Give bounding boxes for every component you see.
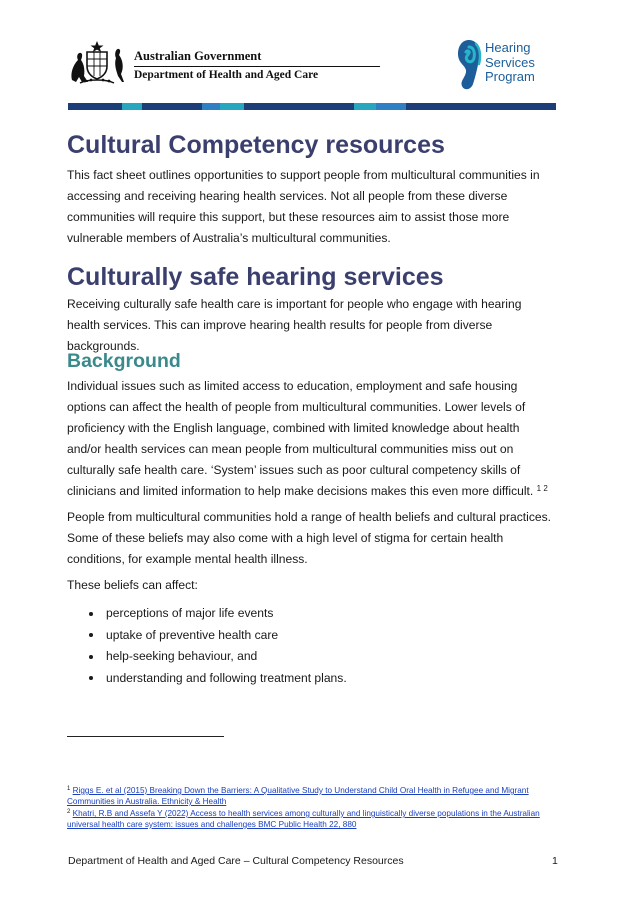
color-bar-segment <box>354 103 376 110</box>
section-heading: Culturally safe hearing services <box>67 263 444 291</box>
government-name: Australian Government <box>134 49 262 63</box>
footnote-link[interactable]: Khatri, R.B and Assefa Y (2022) Access to health services among culturally and linguistically diverse populations in the Australian universal health care system: issues and challenges BMC Public Health 22, 880 <box>67 809 540 829</box>
list-item: understanding and following treatment plans. <box>67 668 557 690</box>
color-bar-segment <box>406 103 556 110</box>
coat-of-arms-icon <box>66 40 128 84</box>
logo-divider <box>134 66 380 67</box>
color-bar-segment <box>244 103 354 110</box>
footnote-number: 1 <box>67 786 71 792</box>
page-title: Cultural Competency resources <box>67 131 445 159</box>
ear-logo-icon <box>456 38 482 92</box>
list-item: uptake of preventive health care <box>67 625 557 647</box>
intro-paragraph: This fact sheet outlines opportunities to support people from multicultural communities in accessing and receiving hearing health services. Not all people from these diverse communities will require this support, but these resources aim to assist those more vulnerable members of Australia’s multicultural communities. <box>67 168 540 245</box>
program-name <box>485 41 565 85</box>
program-name-line: Program <box>485 69 535 84</box>
hearing-services-program-logo <box>456 38 566 92</box>
footnote <box>67 785 557 807</box>
background-paragraph <box>67 376 557 502</box>
color-bar-segment <box>68 103 122 110</box>
background-heading: Background <box>67 350 181 372</box>
color-bar-segment <box>142 103 202 110</box>
footnote-divider <box>67 736 224 737</box>
page-footer-title: Department of Health and Aged Care – Cultural Competency Resources <box>68 855 404 867</box>
list-item: help-seeking behaviour, and <box>67 646 557 668</box>
header-color-bar <box>68 103 556 110</box>
page-number: 1 <box>552 855 558 867</box>
beliefs-paragraph: People from multicultural communities hold a range of health beliefs and cultural practices. Some of these beliefs may also come with a high level of stigma for certain health conditions, for example mental health illness. <box>67 510 551 566</box>
beliefs-list <box>67 603 557 689</box>
footnote-reference[interactable]: 1 2 <box>536 484 548 493</box>
section-paragraph: Receiving culturally safe health care is important for people who engage with hearing health services. This can improve hearing health results for people from diverse backgrounds. <box>67 297 522 353</box>
color-bar-segment <box>376 103 406 110</box>
beliefs-intro: These beliefs can affect: <box>67 578 198 592</box>
footnote-link[interactable]: Riggs E. et al (2015) Breaking Down the Barriers: A Qualitative Study to Understand Child Oral Health in Refugee and Migrant Communities in Australia. Ethnicity & Health <box>67 786 529 806</box>
program-name-line: Services <box>485 54 535 70</box>
program-name-line: Hearing <box>485 40 531 55</box>
background-paragraph-text: Individual issues such as limited access to education, employment and safe housing options can affect the health of people from multicultural communities. Lower levels of proficiency with the English language, combined with limited knowledge about health and/or health services can mean people from multicultural communities miss out on culturally safe health care. ‘System’ issues such as poor cultural competency skills of clinicians and limited information to help make decisions makes this even more difficult. <box>67 379 534 498</box>
department-name: Department of Health and Aged Care <box>134 69 319 81</box>
footnote-number: 2 <box>67 809 71 815</box>
list-item: perceptions of major life events <box>67 603 557 625</box>
color-bar-segment <box>202 103 220 110</box>
color-bar-segment <box>122 103 142 110</box>
footnote <box>67 808 557 830</box>
color-bar-segment <box>220 103 244 110</box>
